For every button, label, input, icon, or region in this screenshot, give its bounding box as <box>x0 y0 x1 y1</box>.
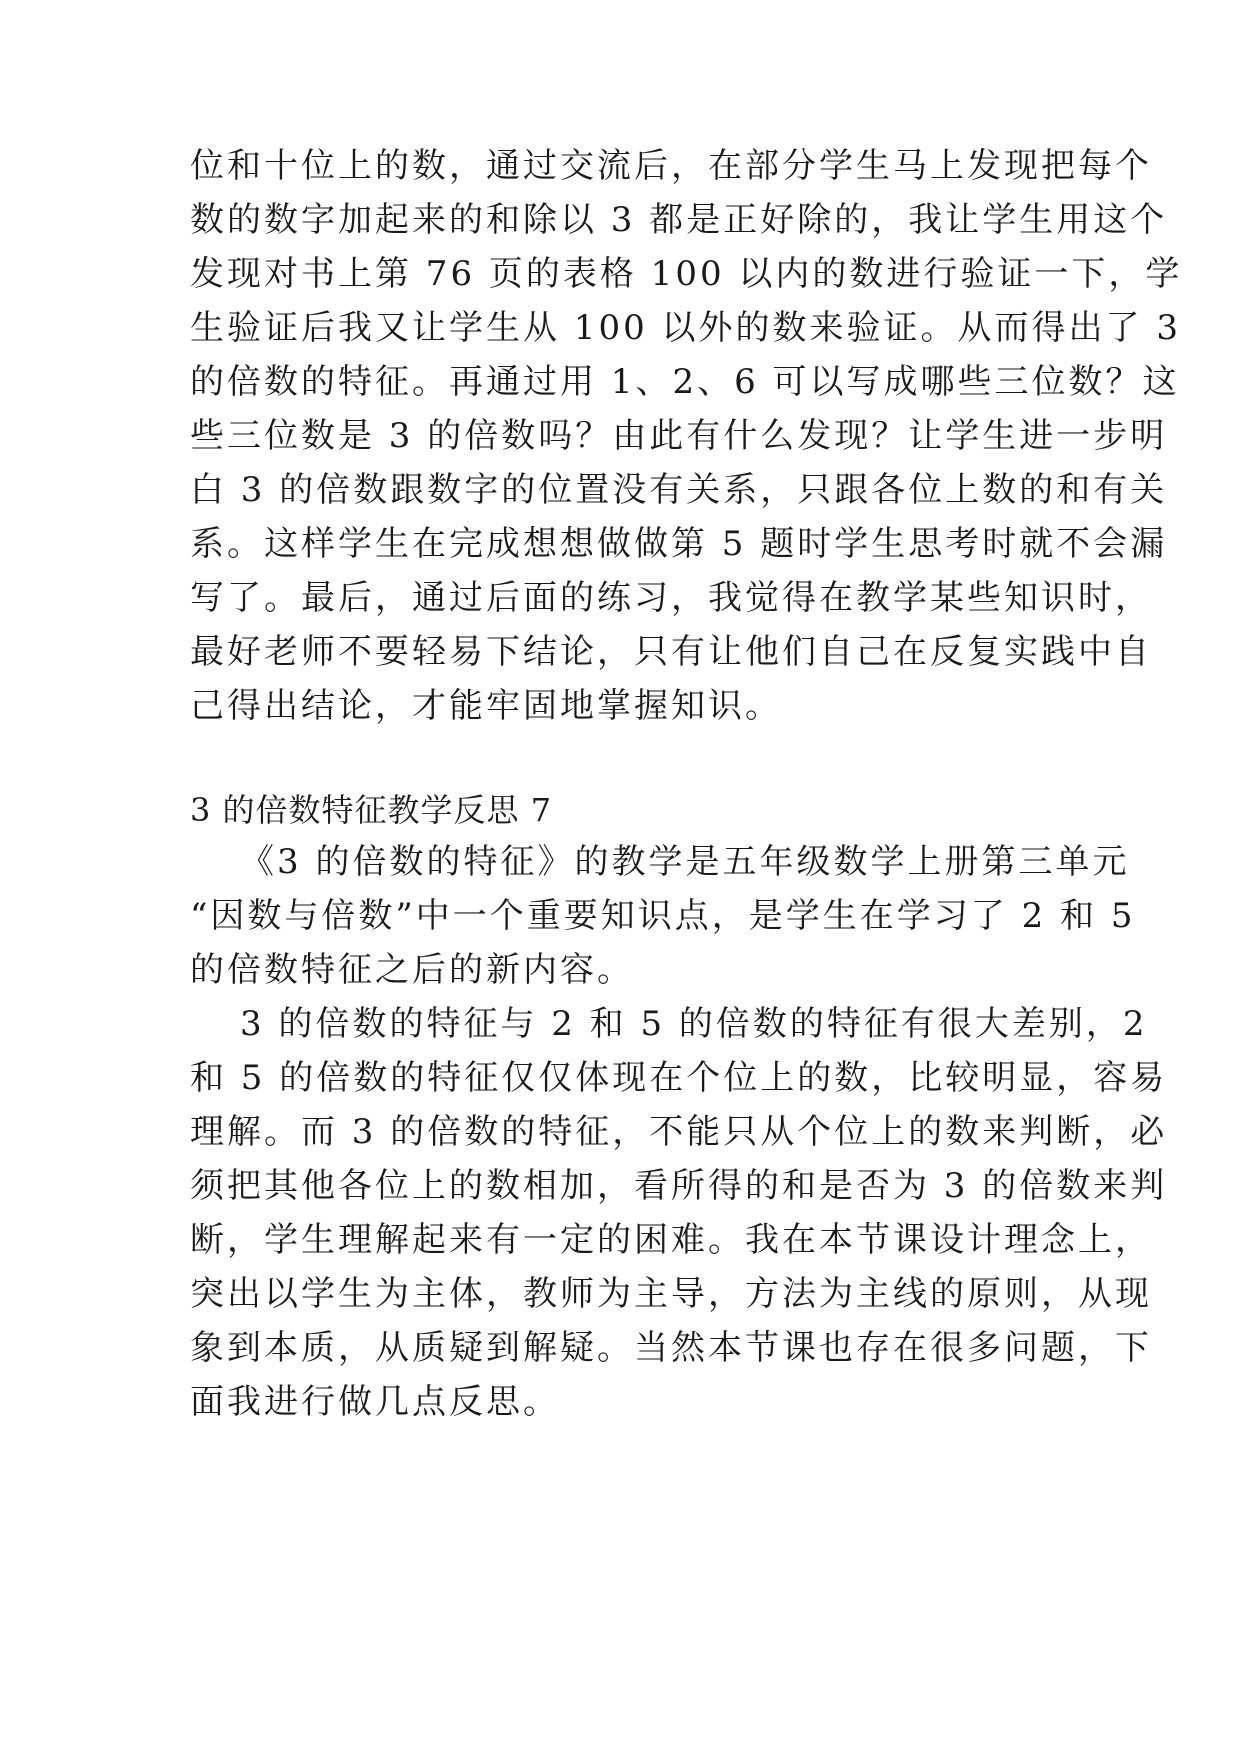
paragraph-line: 最好老师不要轻易下结论，只有让他们自己在反复实践中自 <box>190 632 1152 672</box>
paragraph-line: “因数与倍数”中一个重要知识点，是学生在学习了 2 和 5 <box>190 896 1136 936</box>
paragraph-line: 断，学生理解起来有一定的困难。我在本节课设计理念上， <box>190 1220 1152 1260</box>
paragraph-line: 须把其他各位上的数相加，看所得的和是否为 3 的倍数来判 <box>190 1166 1168 1206</box>
paragraph-line: 突出以学生为主体，教师为主导，方法为主线的原则，从现 <box>190 1274 1152 1314</box>
paragraph-line: 生验证后我又让学生从 100 以外的数来验证。从而得出了 3 <box>190 308 1181 348</box>
paragraph-line: 发现对书上第 76 页的表格 100 以内的数进行验证一下，学 <box>190 254 1183 294</box>
paragraph-line: 位和十位上的数，通过交流后，在部分学生马上发现把每个 <box>190 146 1152 186</box>
paragraph-line: 《3 的倍数的特征》的教学是五年级数学上册第三单元 <box>240 842 1130 882</box>
paragraph-line: 己得出结论，才能牢固地掌握知识。 <box>190 686 782 726</box>
paragraph-line: 和 5 的倍数的特征仅仅体现在个位上的数，比较明显，容易 <box>190 1058 1168 1098</box>
paragraph-line: 些三位数是 3 的倍数吗？由此有什么发现？让学生进一步明 <box>190 416 1168 456</box>
paragraph-line: 写了。最后，通过后面的练习，我觉得在教学某些知识时， <box>190 578 1152 618</box>
paragraph-line: 3 的倍数的特征与 2 和 5 的倍数的特征有很大差别，2 <box>240 1004 1148 1044</box>
paragraph-line: 系。这样学生在完成想想做做第 5 题时学生思考时就不会漏 <box>190 524 1168 564</box>
paragraph-line: 数的数字加起来的和除以 3 都是正好除的，我让学生用这个 <box>190 200 1168 240</box>
paragraph-line: 理解。而 3 的倍数的特征，不能只从个位上的数来判断，必 <box>190 1112 1168 1152</box>
section-title: 3 的倍数特征教学反思 7 <box>190 791 553 829</box>
paragraph-line: 面我进行做几点反思。 <box>190 1382 560 1422</box>
paragraph-line: 的倍数特征之后的新内容。 <box>190 950 634 990</box>
paragraph-line: 象到本质，从质疑到解疑。当然本节课也存在很多问题，下 <box>190 1328 1152 1368</box>
paragraph-line: 的倍数的特征。再通过用 1、2、6 可以写成哪些三位数？这 <box>190 362 1180 402</box>
paragraph-line: 白 3 的倍数跟数字的位置没有关系，只跟各位上数的和有关 <box>190 470 1168 510</box>
